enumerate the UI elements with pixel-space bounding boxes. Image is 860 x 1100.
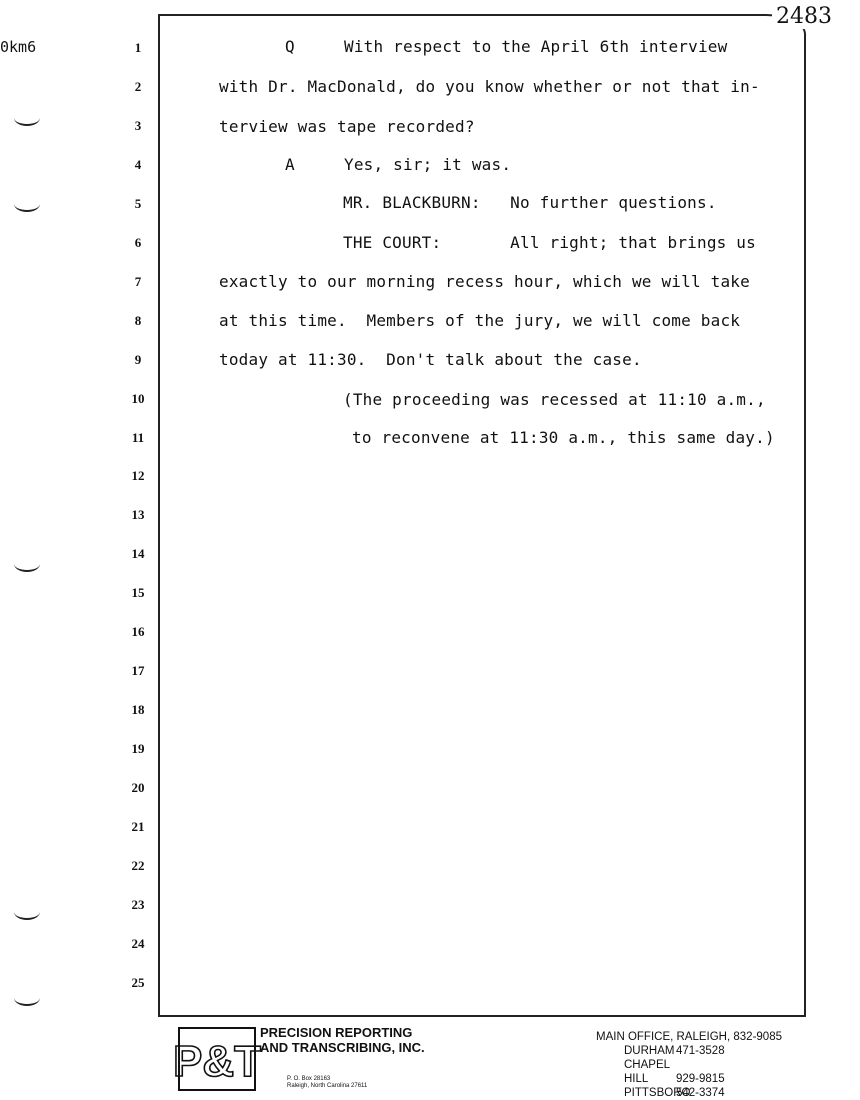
line-number: 9: [134, 351, 142, 367]
po-box-line: P. O. Box 28163: [287, 1076, 331, 1082]
transcript-line: Q With respect to the April 6th interview: [285, 37, 728, 56]
line-number: 5: [134, 195, 142, 211]
line-number: 17: [131, 663, 145, 679]
po-box: [287, 1076, 367, 1090]
transcript-line: exactly to our morning recess hour, which we will take: [219, 272, 750, 291]
transcript-line: A Yes, sir; it was.: [285, 155, 512, 174]
line-number: 8: [134, 312, 142, 328]
office-label: DURHAM: [624, 1045, 675, 1057]
line-number: 20: [131, 780, 145, 796]
line-number: 19: [131, 741, 145, 757]
company-line: PRECISION REPORTING: [260, 1025, 413, 1040]
office-row: MAIN OFFICE, RALEIGH, 832-9085: [596, 1031, 782, 1043]
line-number: 3: [134, 117, 142, 133]
punch-hole: [14, 110, 40, 126]
punch-hole: [14, 904, 40, 920]
po-city-line: Raleigh, North Carolina 27611: [287, 1083, 368, 1089]
line-number: 1: [134, 40, 142, 55]
line-number: 16: [131, 624, 145, 640]
line-number: 22: [131, 857, 145, 873]
line-number: 13: [131, 507, 145, 523]
office-row: [596, 1044, 782, 1058]
transcript-line: to reconvene at 11:30 a.m., this same day.): [352, 428, 775, 447]
office-label: MAIN OFFICE, RALEIGH: [596, 1031, 727, 1043]
line-number: 10: [131, 390, 145, 406]
line-number: 6: [134, 234, 142, 250]
transcript-line: (The proceeding was recessed at 11:10 a.m.,: [343, 390, 766, 409]
line-number: 7: [134, 273, 142, 289]
line-number: 2: [134, 78, 142, 94]
transcript-line: today at 11:30. Don't talk about the case.: [219, 350, 642, 369]
company-logo: [173, 1024, 261, 1094]
office-phone: 542-3374: [676, 1087, 725, 1099]
punch-hole: [14, 990, 40, 1006]
transcript-line: THE COURT: All right; that brings us: [343, 233, 756, 252]
line-number: 14: [131, 546, 145, 562]
office-list: [596, 1030, 782, 1100]
punch-hole: [14, 196, 40, 212]
office-row: [596, 1086, 782, 1100]
company-name: [260, 1025, 425, 1055]
office-row: [596, 1058, 782, 1086]
line-number: 12: [131, 468, 145, 484]
page-number: 2483: [772, 4, 836, 29]
line-number: 23: [131, 896, 145, 912]
line-number: 18: [131, 702, 145, 718]
office-phone: 832-9085: [733, 1031, 782, 1043]
line-number: 4: [134, 156, 142, 172]
margin-tag: 0km6: [0, 38, 37, 56]
line-number: 21: [131, 819, 145, 834]
logo-text: P&T: [173, 1037, 261, 1086]
office-phone: 471-3528: [676, 1045, 725, 1057]
office-label: PITTSBORO: [624, 1087, 691, 1099]
transcript-line: MR. BLACKBURN: No further questions.: [343, 193, 717, 212]
company-line: AND TRANSCRIBING, INC.: [260, 1040, 425, 1055]
line-number: 15: [131, 585, 145, 601]
transcript-line: terview was tape recorded?: [219, 117, 475, 136]
transcript-line: with Dr. MacDonald, do you know whether or not that in-: [219, 77, 760, 96]
punch-hole: [14, 556, 40, 572]
line-number: 24: [131, 935, 145, 951]
line-number: 25: [131, 974, 145, 990]
transcript-line: at this time. Members of the jury, we will come back: [219, 311, 741, 330]
office-label: CHAPEL HILL: [624, 1059, 670, 1085]
office-phone: 929-9815: [676, 1073, 725, 1085]
line-number: 11: [131, 429, 145, 445]
